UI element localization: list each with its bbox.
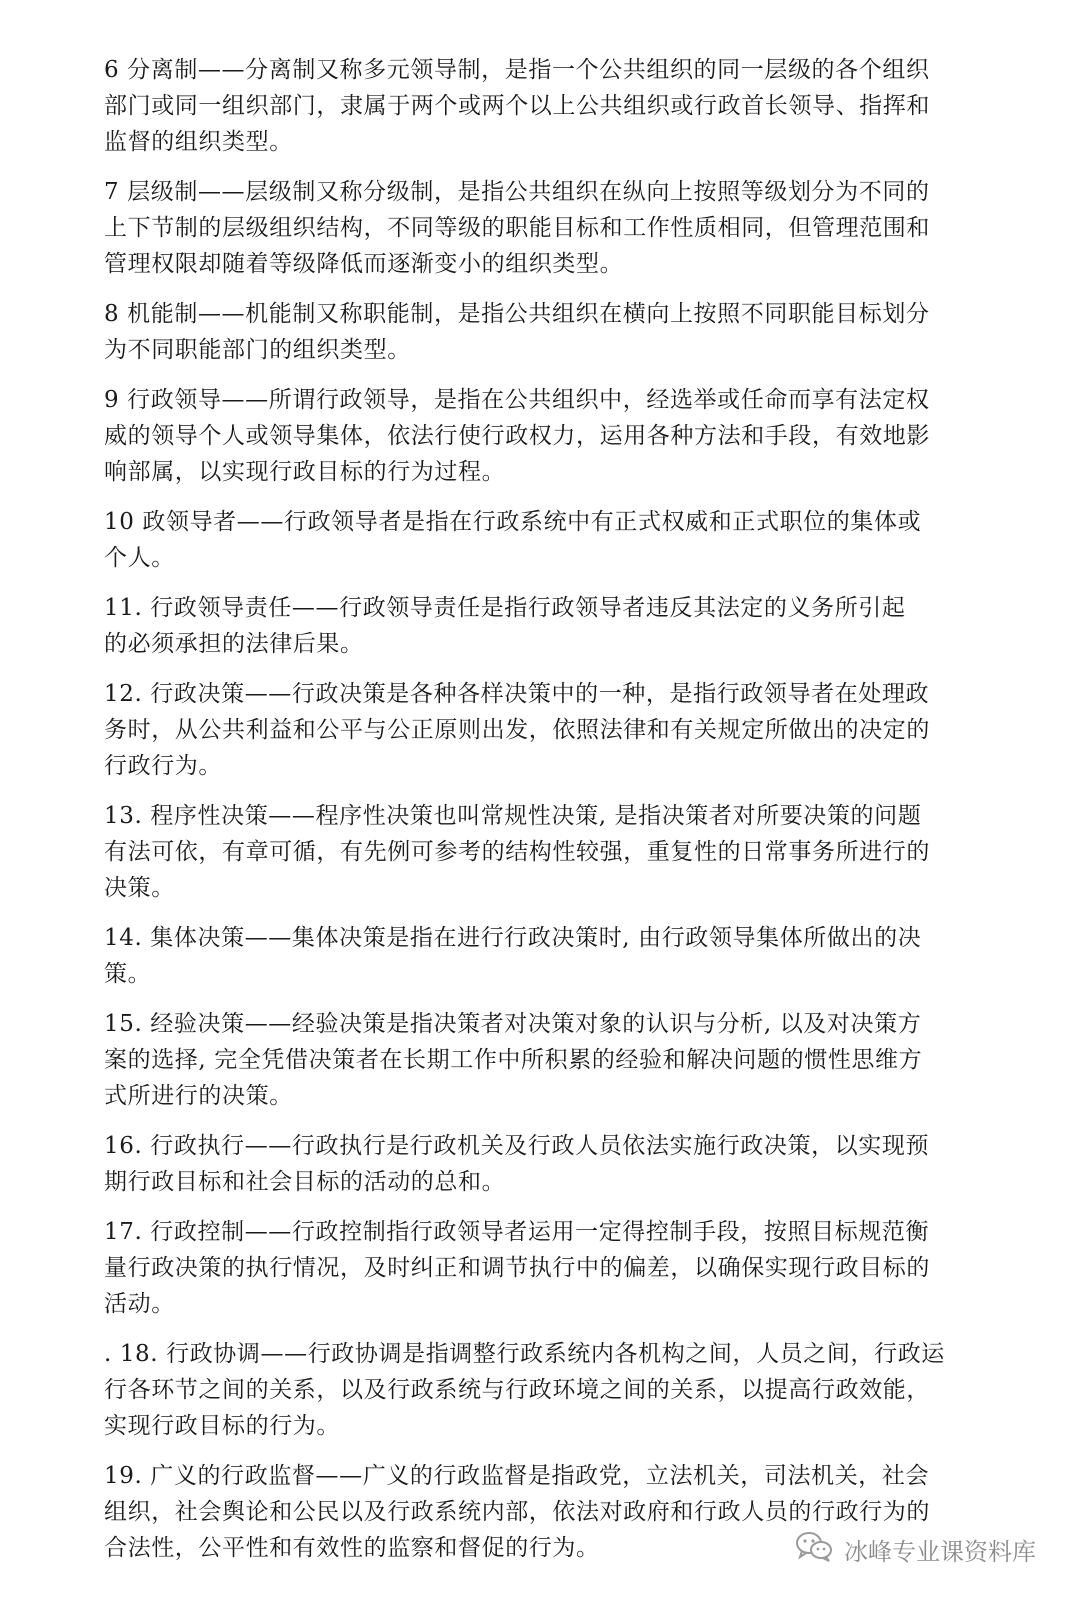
text-line: 案的选择, 完全凭借决策者在长期工作中所积累的经验和解决问题的惯性思维方 [104, 1047, 923, 1073]
text-line: 8 机能制——机能制又称职能制，是指公共组织在横向上按照不同职能目标划分 [104, 301, 930, 327]
entry-12 [104, 676, 964, 784]
text-line: 决策。 [104, 875, 175, 901]
text-line: 14. 集体决策——集体决策是指在进行行政决策时, 由行政领导集体所做出的决 [104, 925, 922, 951]
text-line: 监督的组织类型。 [104, 129, 293, 155]
entry-14 [104, 920, 964, 992]
wechat-icon [794, 1530, 834, 1568]
text-line: . 18. 行政协调——行政协调是指调整行政系统内各机构之间，人员之间，行政运 [104, 1341, 945, 1367]
text-line: 式所进行的决策。 [104, 1083, 293, 1109]
text-line: 9 行政领导——所谓行政领导，是指在公共组织中，经选举或任命而享有法定权 [104, 387, 930, 413]
text-line: 威的领导个人或领导集体，依法行使行政权力，运用各种方法和手段，有效地影 [104, 423, 930, 449]
entry-16 [104, 1128, 964, 1200]
text-line: 务时，从公共利益和公平与公正原则出发，依照法律和有关规定所做出的决定的 [104, 717, 930, 743]
text-line: 11. 行政领导责任——行政领导责任是指行政领导者违反其法定的义务所引起 [104, 595, 906, 621]
text-line: 策。 [104, 961, 152, 987]
text-line: 量行政决策的执行情况，及时纠正和调节执行中的偏差，以确保实现行政目标的 [104, 1255, 930, 1281]
text-line: 15. 经验决策——经验决策是指决策者对决策对象的认识与分析, 以及对决策方 [104, 1011, 922, 1037]
entry-15 [104, 1006, 964, 1114]
text-line: 活动。 [104, 1291, 175, 1317]
entry-17 [104, 1214, 964, 1322]
entry-10 [104, 504, 964, 576]
entry-7 [104, 174, 964, 282]
watermark-text: 冰峰专业课资料库 [844, 1537, 1036, 1566]
text-line: 个人。 [104, 545, 175, 571]
text-line: 17. 行政控制——行政控制指行政领导者运用一定得控制手段，按照目标规范衡 [104, 1219, 930, 1245]
entry-9 [104, 382, 964, 490]
text-line: 13. 程序性决策——程序性决策也叫常规性决策, 是指决策者对所要决策的问题 [104, 803, 922, 829]
entry-11 [104, 590, 964, 662]
entry-18 [104, 1336, 964, 1444]
text-line: 16. 行政执行——行政执行是行政机关及行政人员依法实施行政决策，以实现预 [104, 1133, 930, 1159]
text-line: 行政行为。 [104, 753, 222, 779]
text-line: 有法可依，有章可循，有先例可参考的结构性较强，重复性的日常事务所进行的 [104, 839, 930, 865]
text-line: 期行政目标和社会目标的活动的总和。 [104, 1169, 506, 1195]
text-line: 合法性，公平性和有效性的监察和督促的行为。 [104, 1535, 600, 1561]
text-line: 组织，社会舆论和公民以及行政系统内部，依法对政府和行政人员的行政行为的 [104, 1499, 930, 1525]
entry-13 [104, 798, 964, 906]
entry-6 [104, 52, 964, 160]
text-line: 为不同职能部门的组织类型。 [104, 337, 411, 363]
text-line: 响部属，以实现行政目标的行为过程。 [104, 459, 506, 485]
watermark [794, 1530, 1036, 1568]
document-body [104, 52, 964, 1580]
text-line: 部门或同一组织部门，隶属于两个或两个以上公共组织或行政首长领导、指挥和 [104, 93, 930, 119]
text-line: 19. 广义的行政监督——广义的行政监督是指政党，立法机关，司法机关，社会 [104, 1463, 930, 1489]
text-line: 6 分离制——分离制又称多元领导制，是指一个公共组织的同一层级的各个组织 [104, 57, 930, 83]
text-line: 行各环节之间的关系，以及行政系统与行政环境之间的关系，以提高行政效能， [104, 1377, 930, 1403]
text-line: 7 层级制——层级制又称分级制，是指公共组织在纵向上按照等级划分为不同的 [104, 179, 930, 205]
entry-8 [104, 296, 964, 368]
text-line: 管理权限却随着等级降低而逐渐变小的组织类型。 [104, 251, 624, 277]
text-line: 上下节制的层级组织结构，不同等级的职能目标和工作性质相同，但管理范围和 [104, 215, 930, 241]
text-line: 12. 行政决策——行政决策是各种各样决策中的一种，是指行政领导者在处理政 [104, 681, 930, 707]
text-line: 10 政领导者——行政领导者是指在行政系统中有正式权威和正式职位的集体或 [104, 509, 922, 535]
text-line: 实现行政目标的行为。 [104, 1413, 340, 1439]
text-line: 的必须承担的法律后果。 [104, 631, 364, 657]
